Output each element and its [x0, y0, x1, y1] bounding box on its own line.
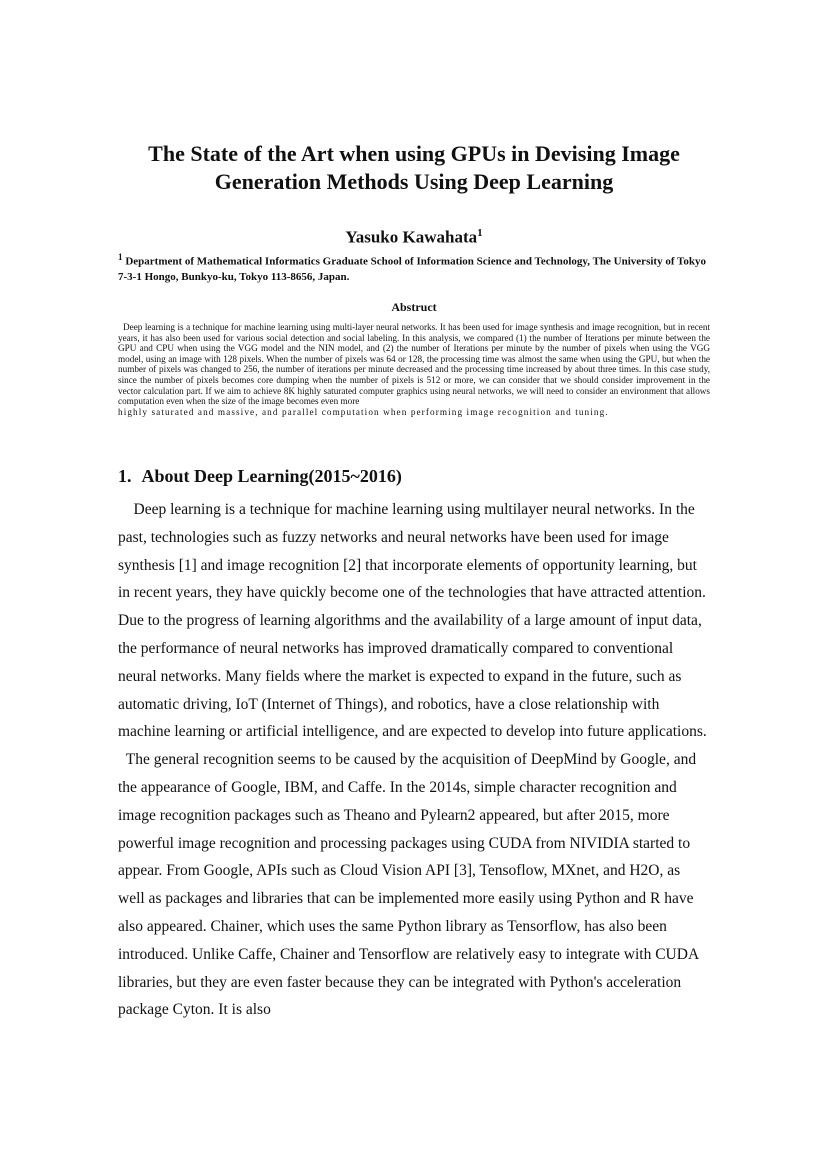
author [0, 227, 828, 248]
section-heading [118, 466, 402, 487]
title-line-2: Generation Methods Using Deep Learning [214, 169, 614, 194]
abstract-heading: Abstruct [391, 300, 437, 314]
author-name: Yasuko Kawahata [345, 227, 478, 247]
paragraph-2-text: The general recognition seems to be caused by the acquisition of DeepMind by Google, and the appearance of Google, IBM, and Caffe. In the 2014s, simple character recognition and image recognition packages such as Theano and Pylearn2 appeared, but after 2015, more powerful image recognition and processing packages using CUDA from NIVIDIA started to appear. From Google, APIs such as Cloud Vision API [3], Tensoflow, MXnet, and H2O, as well as packages and libraries that can be implemented more easily using Python and R have also appeared. Chainer, which uses the same Python library as Tensorflow, has also been introduced. Unlike Caffe, Chainer and Tensorflow are relatively easy to integrate with CUDA libraries, but they are even faster because they can be integrated with Python's acceleration package Cyton. It is also [118, 751, 699, 1019]
section-body [118, 496, 710, 1024]
section-number: 1. [118, 466, 132, 486]
paragraph [118, 746, 710, 1024]
abstract-last-line: highly saturated and massive, and parallel computation when performing image recognition and tuning. [118, 406, 609, 417]
title-line-1: The State of the Art when using GPUs in Devising Image [148, 141, 680, 166]
author-superscript: 1 [477, 227, 483, 239]
section-title: About Deep Learning(2015~2016) [141, 466, 402, 486]
abstract-body: Deep learning is a technique for machine learning using multi-layer neural networks. It has been used for image synthesis and image recognition, but in recent years, it has also been used for various social detection and social labeling. In this analysis, we compared (1) the number of Iterations per minute between the GPU and CPU when using the VGG model and the NIN model, and (2) the number of Iterations per minute by the number of pixels when using the VGG model, using an image with 128 pixels. When the number of pixels was 64 or 128, the processing time was almost the same when using the GPU, but when the number of pixels was changed to 256, the number of iterations per minute decreased and the processing time increased by about three times. In this case study, since the number of pixels becomes core dumping when the number of pixels is 512 or more, we can consider that we should consider improvement in the vector calculation part. If we aim to achieve 8K highly saturated computer graphics using neural networks, we will need to consider an environment that allows computation even when the size of the image becomes even more [118, 322, 711, 407]
affiliation [118, 250, 708, 285]
paragraph-1-text: Deep learning is a technique for machine learning using multilayer neural networks. In the past, technologies such as fuzzy networks and neural networks have been used for image synthesis [1] and image recognition [2] that incorporate elements of opportunity learning, but in recent years, they have quickly become one of the technologies that have attracted attention. Due to the progress of learning algorithms and the availability of a large amount of input data, the performance of neural networks has improved dramatically compared to conventional neural networks. Many fields where the market is expected to expand in the future, such as automatic driving, IoT (Internet of Things), and robotics, have a close relationship with machine learning or artificial intelligence, and are expected to develop into future applications. [118, 501, 707, 741]
paper-title [60, 140, 768, 196]
paragraph [118, 496, 710, 746]
abstract [118, 322, 710, 417]
affiliation-text: Department of Mathematical Informatics Graduate School of Information Science and Technology, The University of Tokyo 7-3-1 Hongo, Bunkyo-ku, Tokyo 113-8656, Japan. [118, 255, 706, 283]
affiliation-marker: 1 [118, 252, 123, 262]
